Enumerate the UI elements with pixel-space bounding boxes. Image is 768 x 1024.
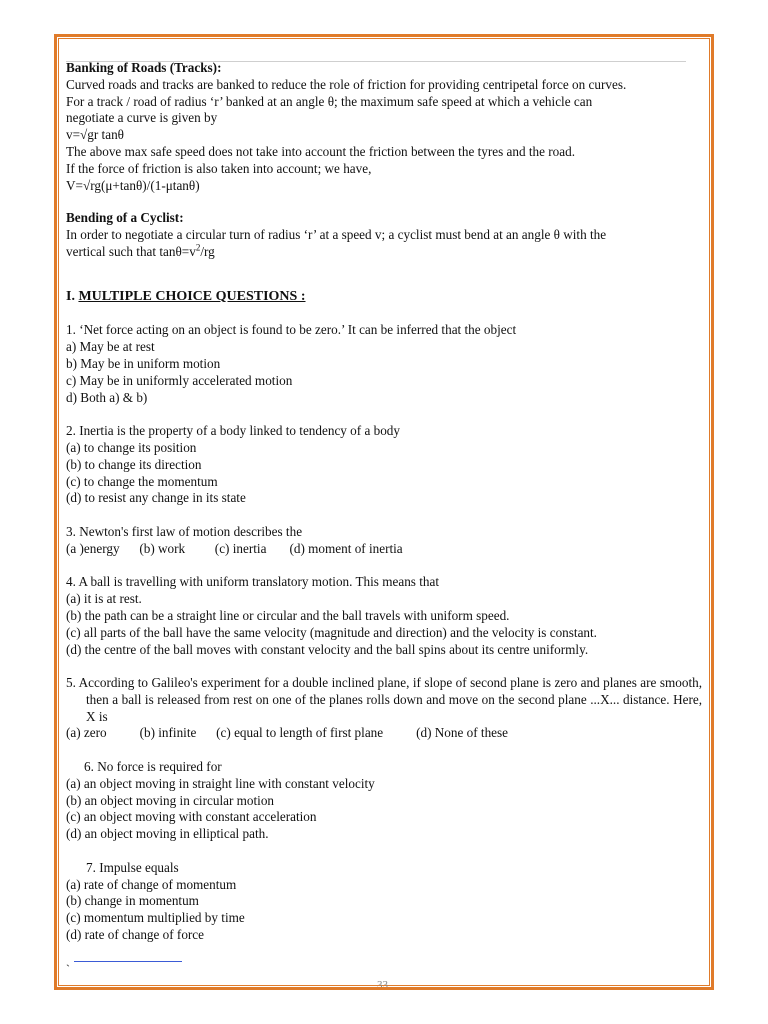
question-stem: 4. A ball is travelling with uniform translatory motion. This means that xyxy=(66,574,439,590)
answer-option: (c) momentum multiplied by time xyxy=(66,910,245,926)
question-4 xyxy=(66,574,702,658)
question-stem: 6. No force is required for xyxy=(84,759,222,775)
question-6 xyxy=(66,759,702,843)
question-7 xyxy=(66,860,702,944)
cyclist-formula-tail: /rg xyxy=(200,243,215,259)
cyclist-formula-line xyxy=(66,244,702,261)
answer-options-inline: (a )energy (b) work (c) inertia (d) moment of inertia xyxy=(66,540,403,556)
banking-line: If the force of friction is also taken into account; we have, xyxy=(66,160,372,176)
answer-option: (b) change in momentum xyxy=(66,893,199,909)
answer-option: (d) the centre of the ball moves with constant velocity and the ball spins about its centre uniformly. xyxy=(66,641,589,657)
section-title xyxy=(66,289,702,306)
answer-option: d) Both a) & b) xyxy=(66,389,148,405)
answer-option: (a) rate of change of momentum xyxy=(66,876,237,892)
answer-option: (b) to change its direction xyxy=(66,456,202,472)
cyclist-formula-superscript: 2 xyxy=(195,242,201,253)
banking-formula: v=√gr tanθ xyxy=(66,127,124,143)
answer-option: (d) an object moving in elliptical path. xyxy=(66,826,269,842)
cyclist-formula-text: vertical such that tanθ=v xyxy=(66,243,196,259)
answer-option: (a) an object moving in straight line with constant velocity xyxy=(66,775,375,791)
banking-line: negotiate a curve is given by xyxy=(66,110,218,126)
answer-option: (c) all parts of the ball have the same velocity (magnitude and direction) and the velocity is constant. xyxy=(66,624,597,640)
answer-option: (b) the path can be a straight line or circular and the ball travels with uniform speed. xyxy=(66,607,510,623)
answer-option: (d) to resist any change in its state xyxy=(66,490,246,506)
answer-option: (c) to change the momentum xyxy=(66,473,218,489)
question-stem: 5. According to Galileo's experiment for a double inclined plane, if slope of second plane is zero and planes are smooth, then a ball is released from rest on one of the planes rolls down and move on the second plane ...X... distance. Here, X is xyxy=(66,675,702,724)
answer-options-inline: (a) zero (b) infinite (c) equal to length of first plane (d) None of these xyxy=(66,725,509,741)
answer-option: c) May be in uniformly accelerated motion xyxy=(66,372,293,388)
section-title-text: MULTIPLE CHOICE QUESTIONS : xyxy=(78,288,306,304)
question-stem: 3. Newton's first law of motion describes the xyxy=(66,523,303,539)
question-2 xyxy=(66,423,702,507)
page-number: 33 xyxy=(377,979,388,987)
answer-option: (c) an object moving with constant acceleration xyxy=(66,809,317,825)
answer-option: b) May be in uniform motion xyxy=(66,355,221,371)
question-5 xyxy=(66,675,702,742)
answer-option: (b) an object moving in circular motion xyxy=(66,792,275,808)
question-stem: 7. Impulse equals xyxy=(86,859,179,875)
cyclist-line: In order to negotiate a circular turn of radius ‘r’ at a speed v; a cyclist must bend at an angle θ with the xyxy=(66,227,607,243)
section-prefix: I. xyxy=(66,288,79,304)
cyclist-heading: Bending of a Cyclist: xyxy=(66,210,184,226)
banking-line: Curved roads and tracks are banked to reduce the role of friction for providing centripetal force on curves. xyxy=(66,76,627,92)
answer-option: a) May be at rest xyxy=(66,339,155,355)
answer-option: (d) rate of change of force xyxy=(66,927,205,943)
answer-option: (a) to change its position xyxy=(66,439,197,455)
footnote-mark: ` xyxy=(66,962,70,976)
question-stem: 1. ‘Net force acting on an object is found to be zero.’ It can be inferred that the object xyxy=(66,322,517,338)
banking-line: For a track / road of radius ‘r’ banked at an angle θ; the maximum safe speed at which a vehicle can xyxy=(66,93,593,109)
footnote-separator xyxy=(74,961,182,962)
banking-line: The above max safe speed does not take into account the friction between the tyres and the road. xyxy=(66,143,575,159)
answer-option: (a) it is at rest. xyxy=(66,591,142,607)
question-3 xyxy=(66,524,702,558)
banking-formula-friction: V=√rg(μ+tanθ)/(1-μtanθ) xyxy=(66,177,200,193)
page-content xyxy=(66,60,702,944)
banking-heading: Banking of Roads (Tracks): xyxy=(66,60,222,75)
question-stem: 2. Inertia is the property of a body linked to tendency of a body xyxy=(66,423,400,439)
question-1 xyxy=(66,322,702,406)
